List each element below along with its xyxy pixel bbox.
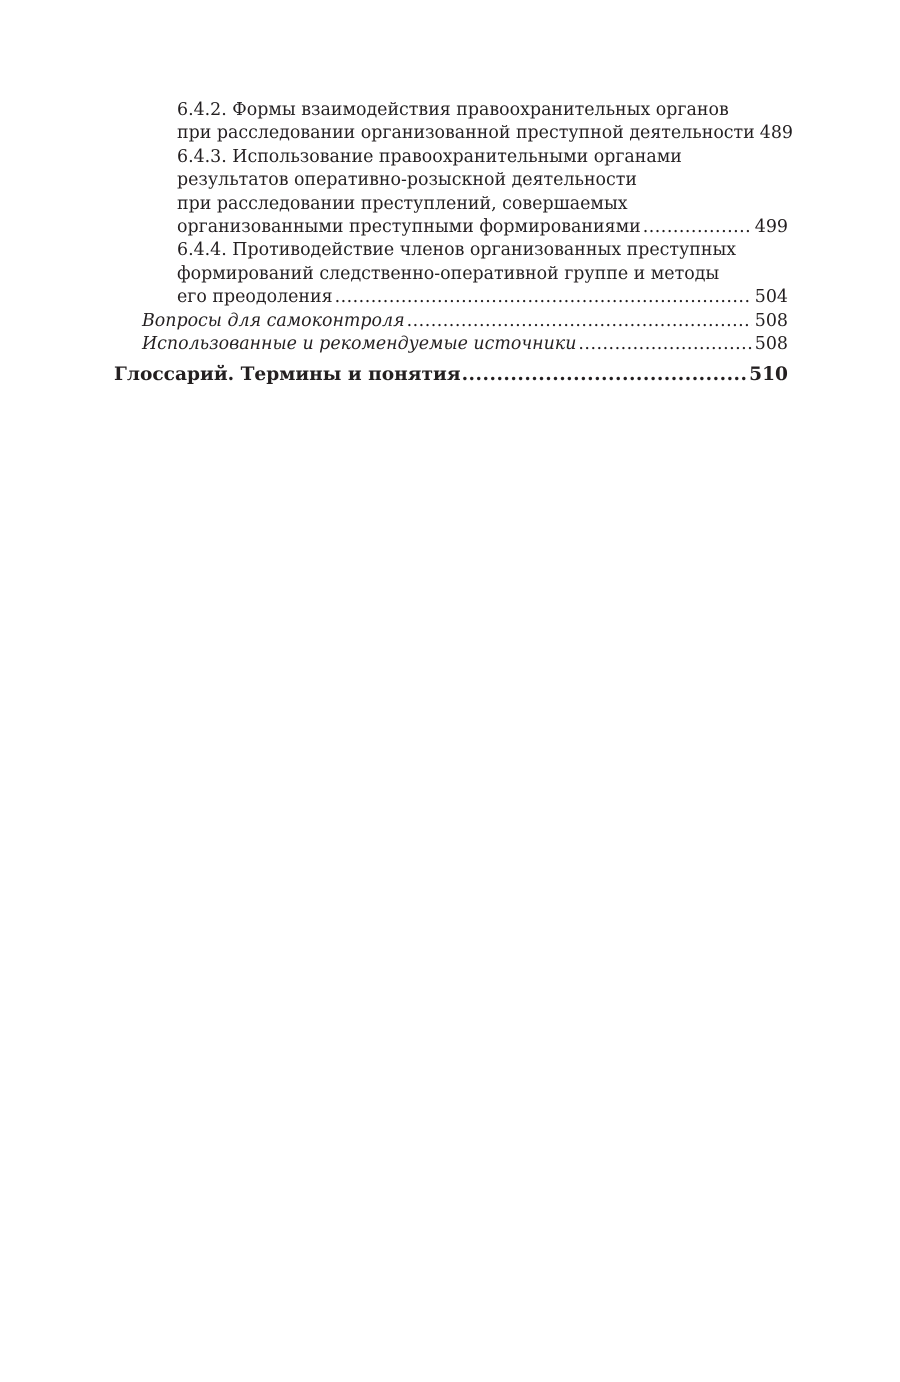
dot-leader xyxy=(407,310,752,333)
page-number: 508 xyxy=(754,334,788,355)
toc-entry-text: результатов оперативно-розыскной деятельности xyxy=(177,170,637,191)
toc-line xyxy=(114,286,788,309)
dot-leader xyxy=(578,333,751,356)
toc-entry-text: при расследовании организованной преступной деятельности xyxy=(177,123,755,144)
toc-line xyxy=(114,193,788,216)
toc-entry-sources[interactable] xyxy=(114,333,788,356)
toc-line xyxy=(114,239,788,262)
toc-entry-6-4-3[interactable] xyxy=(114,146,788,240)
toc-line xyxy=(114,122,793,145)
table-of-contents xyxy=(114,99,793,387)
toc-entry-text: 6.4.4. Противодействие членов организованных преступных xyxy=(177,240,737,261)
toc-entry-text: при расследовании преступлений, совершаемых xyxy=(177,193,628,214)
toc-line xyxy=(114,310,788,333)
toc-line xyxy=(114,333,788,356)
dot-leader xyxy=(643,216,752,239)
toc-entry-6-4-2[interactable] xyxy=(114,99,793,146)
toc-entry-text: формирований следственно-оперативной группе и методы xyxy=(177,263,720,284)
toc-line xyxy=(114,169,788,192)
toc-entry-text: организованными преступными формированиями xyxy=(177,217,641,238)
page-number: 510 xyxy=(749,364,788,386)
toc-entry-glossary[interactable] xyxy=(114,363,788,387)
toc-entry-text: его преодоления xyxy=(177,287,333,308)
toc-line xyxy=(114,99,788,122)
toc-line xyxy=(114,146,788,169)
page-number: 499 xyxy=(754,217,788,238)
page-number: 489 xyxy=(759,123,793,144)
dot-leader xyxy=(462,363,749,387)
dot-leader xyxy=(335,286,752,309)
toc-entry-text: Глоссарий. Термины и понятия xyxy=(114,364,461,386)
toc-entry-text: 6.4.3. Использование правоохранительными органами xyxy=(177,146,682,167)
toc-line xyxy=(114,363,788,387)
toc-line xyxy=(114,216,788,239)
page-number: 508 xyxy=(754,310,788,331)
toc-line xyxy=(114,263,788,286)
toc-entry-text: Вопросы для самоконтроля xyxy=(142,310,405,331)
page-number: 504 xyxy=(754,287,788,308)
toc-entry-self-check-questions[interactable] xyxy=(114,310,788,333)
toc-entry-text: 6.4.2. Формы взаимодействия правоохранительных органов xyxy=(177,100,729,120)
toc-entry-6-4-4[interactable] xyxy=(114,239,788,309)
toc-entry-text: Использованные и рекомендуемые источники xyxy=(142,334,577,355)
